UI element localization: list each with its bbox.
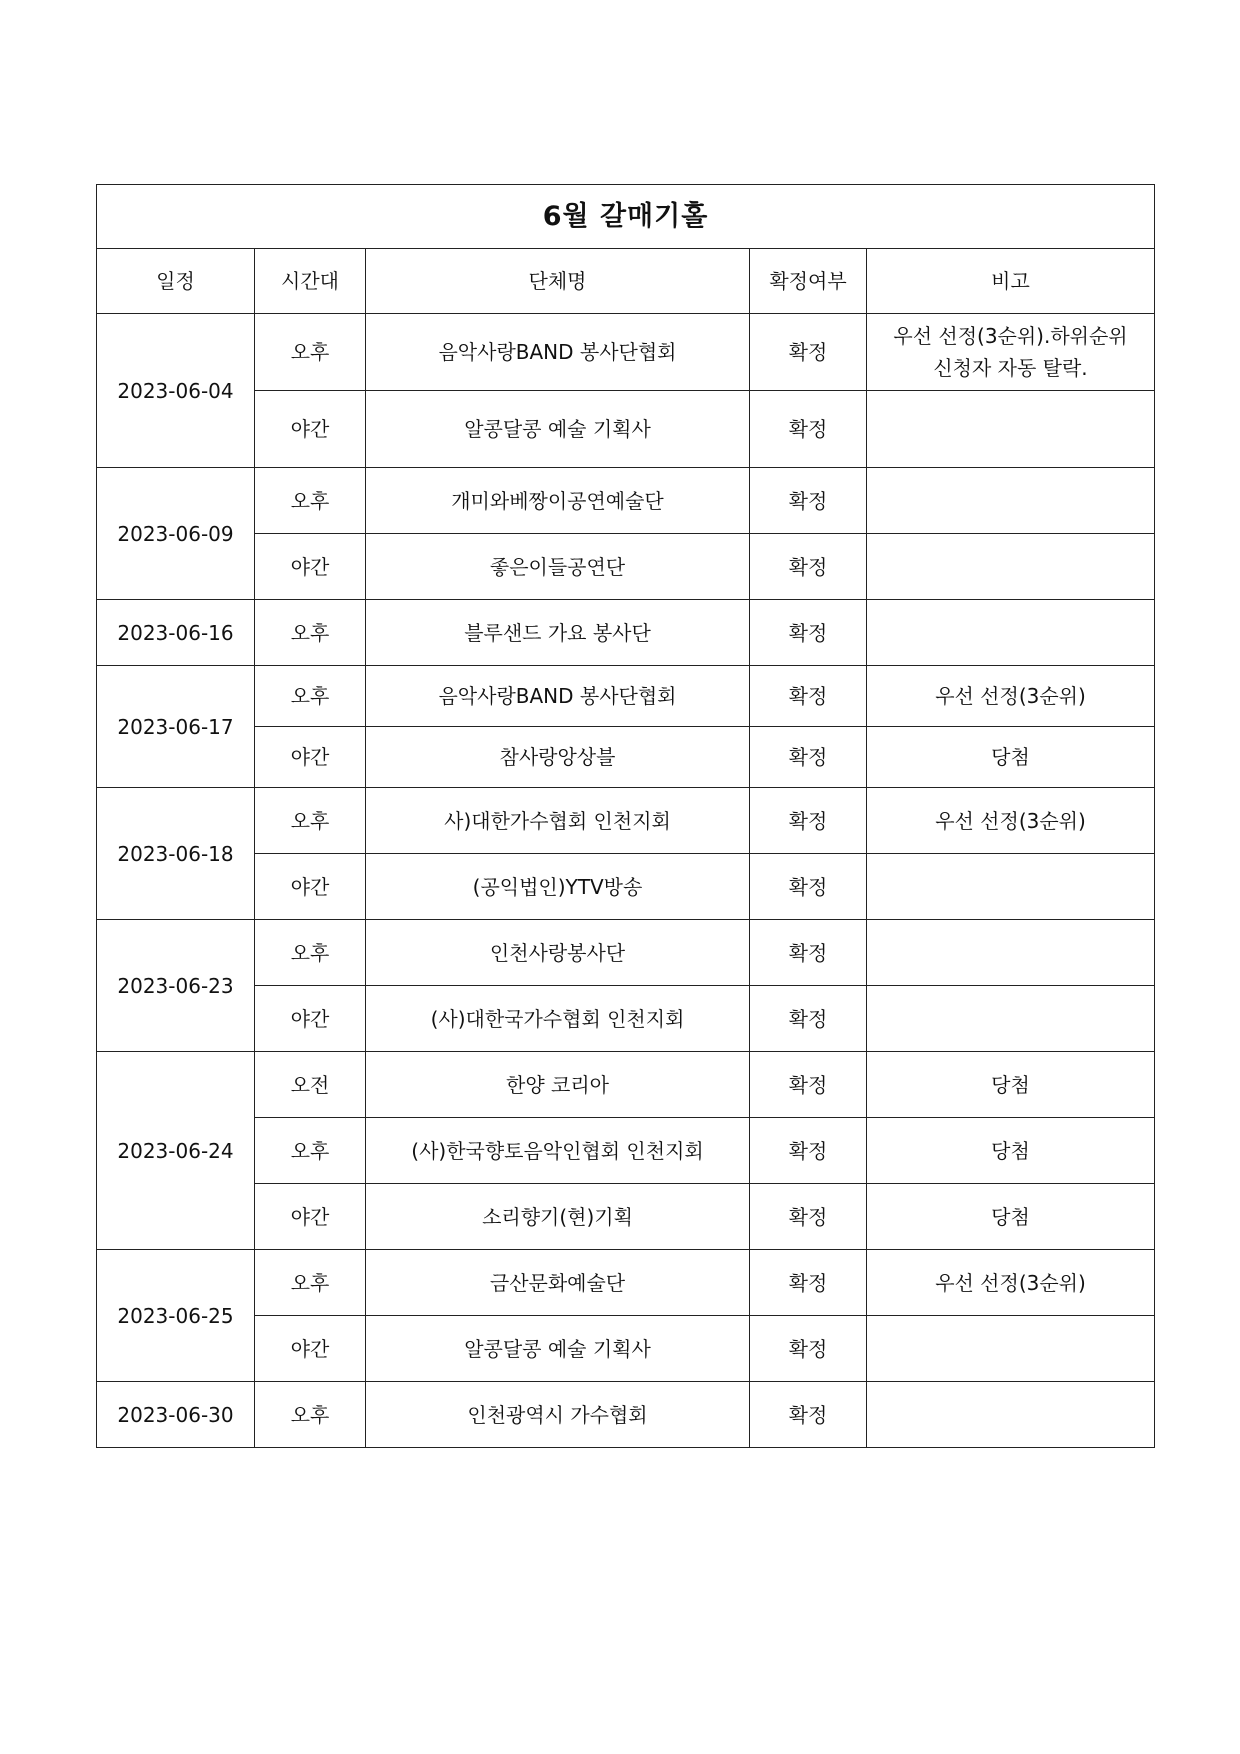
organization-cell: 좋은이들공연단 — [366, 534, 750, 600]
note-cell — [867, 1250, 1155, 1316]
note-cell — [867, 920, 1155, 986]
note-cell — [867, 391, 1155, 468]
table-row — [97, 1250, 1155, 1316]
table-row — [97, 788, 1155, 854]
note-cell — [867, 468, 1155, 534]
note-cell — [867, 600, 1155, 666]
table-row — [97, 1118, 1155, 1184]
date-cell: 2023-06-09 — [97, 468, 255, 600]
date-cell: 2023-06-04 — [97, 314, 255, 468]
time-cell: 야간 — [255, 1316, 366, 1382]
time-cell: 야간 — [255, 1184, 366, 1250]
table-row — [97, 854, 1155, 920]
table-row — [97, 534, 1155, 600]
note-cell — [867, 534, 1155, 600]
organization-cell: (사)대한국가수협회 인천지회 — [366, 986, 750, 1052]
status-cell: 확정 — [750, 1118, 867, 1184]
table-row — [97, 986, 1155, 1052]
note-cell — [867, 314, 1155, 391]
time-cell: 오후 — [255, 666, 366, 727]
note-cell — [867, 1184, 1155, 1250]
note-line: 당첨 — [991, 1072, 1030, 1097]
organization-cell: 금산문화예술단 — [366, 1250, 750, 1316]
table-row — [97, 1052, 1155, 1118]
organization-cell: 인천광역시 가수협회 — [366, 1382, 750, 1448]
note-line: 우선 선정(3순위) — [935, 808, 1086, 833]
note-cell — [867, 727, 1155, 788]
time-cell: 오후 — [255, 788, 366, 854]
note-cell — [867, 1118, 1155, 1184]
status-cell: 확정 — [750, 986, 867, 1052]
status-cell: 확정 — [750, 314, 867, 391]
note-line: 신청자 자동 탈락. — [933, 356, 1088, 380]
note-line: 당첨 — [991, 1204, 1030, 1229]
note-cell — [867, 1316, 1155, 1382]
organization-cell: 음악사랑BAND 봉사단협회 — [366, 314, 750, 391]
time-cell: 야간 — [255, 534, 366, 600]
date-cell: 2023-06-24 — [97, 1052, 255, 1250]
header-status: 확정여부 — [750, 249, 867, 314]
header-row — [97, 249, 1155, 314]
status-cell: 확정 — [750, 788, 867, 854]
schedule-table — [96, 184, 1155, 1448]
time-cell: 오후 — [255, 600, 366, 666]
status-cell: 확정 — [750, 1184, 867, 1250]
table-row — [97, 391, 1155, 468]
status-cell: 확정 — [750, 468, 867, 534]
status-cell: 확정 — [750, 1052, 867, 1118]
note-line: 우선 선정(3순위).하위순위 — [893, 324, 1128, 348]
organization-cell: 인천사랑봉사단 — [366, 920, 750, 986]
organization-cell: (공익법인)YTV방송 — [366, 854, 750, 920]
note-line: 우선 선정(3순위) — [935, 1270, 1086, 1295]
date-cell: 2023-06-18 — [97, 788, 255, 920]
status-cell: 확정 — [750, 534, 867, 600]
time-cell: 오후 — [255, 468, 366, 534]
time-cell: 야간 — [255, 986, 366, 1052]
organization-cell: 참사랑앙상블 — [366, 727, 750, 788]
date-cell: 2023-06-17 — [97, 666, 255, 788]
status-cell: 확정 — [750, 1382, 867, 1448]
table-row — [97, 1316, 1155, 1382]
header-time: 시간대 — [255, 249, 366, 314]
table-row — [97, 1184, 1155, 1250]
note-cell — [867, 854, 1155, 920]
time-cell: 오후 — [255, 920, 366, 986]
organization-cell: 개미와베짱이공연예술단 — [366, 468, 750, 534]
status-cell: 확정 — [750, 727, 867, 788]
time-cell: 오후 — [255, 314, 366, 391]
header-date: 일정 — [97, 249, 255, 314]
status-cell: 확정 — [750, 1316, 867, 1382]
status-cell: 확정 — [750, 600, 867, 666]
date-cell: 2023-06-16 — [97, 600, 255, 666]
organization-cell: 한양 코리아 — [366, 1052, 750, 1118]
table-title: 6월 갈매기홀 — [97, 185, 1155, 249]
organization-cell: 알콩달콩 예술 기획사 — [366, 1316, 750, 1382]
organization-cell: 블루샌드 가요 봉사단 — [366, 600, 750, 666]
time-cell: 오후 — [255, 1250, 366, 1316]
organization-cell: 음악사랑BAND 봉사단협회 — [366, 666, 750, 727]
date-cell: 2023-06-30 — [97, 1382, 255, 1448]
note-cell — [867, 1382, 1155, 1448]
date-cell: 2023-06-25 — [97, 1250, 255, 1382]
title-row — [97, 185, 1155, 249]
status-cell: 확정 — [750, 920, 867, 986]
table-row — [97, 666, 1155, 727]
table-row — [97, 314, 1155, 391]
time-cell: 야간 — [255, 727, 366, 788]
table-row — [97, 600, 1155, 666]
time-cell: 야간 — [255, 854, 366, 920]
time-cell: 야간 — [255, 391, 366, 468]
status-cell: 확정 — [750, 666, 867, 727]
note-cell — [867, 666, 1155, 727]
note-cell — [867, 1052, 1155, 1118]
note-cell — [867, 788, 1155, 854]
note-line: 당첨 — [991, 745, 1030, 769]
time-cell: 오후 — [255, 1382, 366, 1448]
organization-cell: 사)대한가수협회 인천지회 — [366, 788, 750, 854]
date-cell: 2023-06-23 — [97, 920, 255, 1052]
organization-cell: 소리향기(현)기획 — [366, 1184, 750, 1250]
status-cell: 확정 — [750, 1250, 867, 1316]
note-line: 우선 선정(3순위) — [935, 684, 1086, 708]
table-row — [97, 920, 1155, 986]
table-row — [97, 1382, 1155, 1448]
table-row — [97, 468, 1155, 534]
organization-cell: 알콩달콩 예술 기획사 — [366, 391, 750, 468]
organization-cell: (사)한국향토음악인협회 인천지회 — [366, 1118, 750, 1184]
status-cell: 확정 — [750, 391, 867, 468]
note-line: 당첨 — [991, 1138, 1030, 1163]
header-organization: 단체명 — [366, 249, 750, 314]
header-note: 비고 — [867, 249, 1155, 314]
note-cell — [867, 986, 1155, 1052]
time-cell: 오후 — [255, 1118, 366, 1184]
table-row — [97, 727, 1155, 788]
time-cell: 오전 — [255, 1052, 366, 1118]
status-cell: 확정 — [750, 854, 867, 920]
